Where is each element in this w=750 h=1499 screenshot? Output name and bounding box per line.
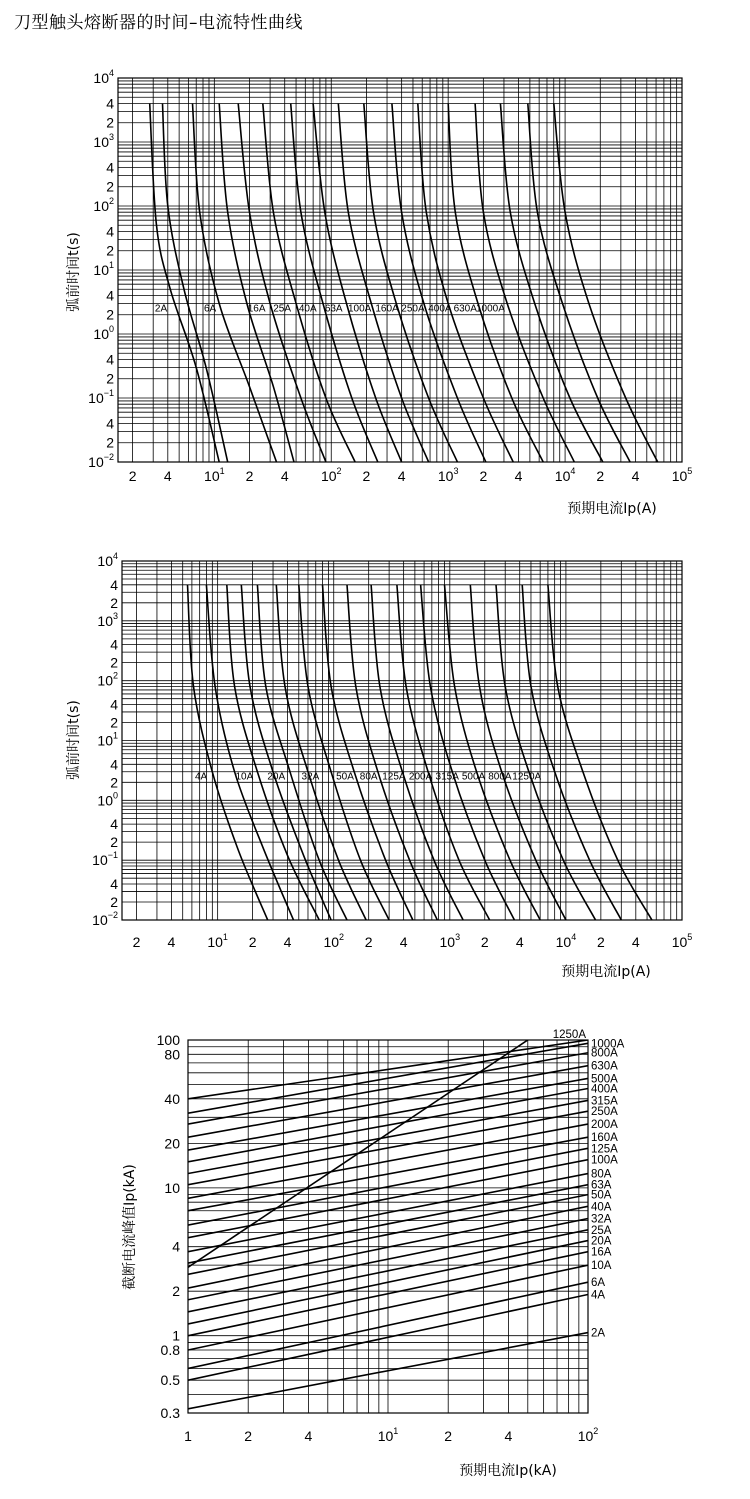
chart-1 xyxy=(66,68,692,517)
curve-label: 500A xyxy=(461,771,486,783)
x-tick-label: 4 xyxy=(397,468,406,484)
y-axis-label: 弧前时间t(s) xyxy=(66,700,82,780)
x-tick-label: 4 xyxy=(280,468,289,484)
curve-label: 10A xyxy=(235,771,254,783)
curve-label: 63A xyxy=(324,303,343,315)
y-tick-label: 10 xyxy=(164,1179,180,1196)
curve-label: 4A xyxy=(591,1289,606,1302)
y-tick-label: $10^4$ xyxy=(93,68,114,86)
page-title: 刀型触头熔断器的时间–电流特性曲线 xyxy=(14,13,303,33)
curve-label: 10A xyxy=(591,1260,612,1273)
curve-label: 16A xyxy=(247,303,266,315)
curve-label: 40A xyxy=(591,1201,612,1214)
curve-label: 200A xyxy=(408,771,433,783)
chart-2 xyxy=(66,551,692,980)
x-axis-label: 预期电流Ip(kA) xyxy=(459,1463,557,1479)
y-tick-label: $10^1$ xyxy=(97,730,118,749)
y-tick-label: $10^0$ xyxy=(93,324,114,342)
y-tick-label: 4 xyxy=(106,287,114,304)
curve-label: 160A xyxy=(375,303,399,315)
x-tick-label: 4 xyxy=(399,934,408,950)
x-tick-label: 2 xyxy=(364,934,373,950)
curve-label: 2A xyxy=(154,303,168,315)
curve-label: 250A xyxy=(591,1106,618,1119)
curve-label: 630A xyxy=(453,303,477,315)
y-tick-label: 4 xyxy=(110,696,118,713)
x-tick-label: $10^4$ xyxy=(554,466,576,484)
y-tick-label: 0.3 xyxy=(160,1405,180,1421)
y-tick-label: 2 xyxy=(110,594,118,611)
curve-label: 315A xyxy=(591,1095,618,1108)
x-tick-label: 2 xyxy=(244,1428,253,1444)
y-tick-label: 4 xyxy=(110,875,118,892)
x-tick-label: $10^2$ xyxy=(320,466,342,484)
y-axis-label: 弧前时间t(s) xyxy=(66,232,82,312)
x-tick-label: 2 xyxy=(362,468,371,484)
y-tick-label: 20 xyxy=(164,1135,180,1152)
y-tick-label: 2 xyxy=(106,114,114,131)
y-tick-label: 2 xyxy=(110,654,118,671)
curve-label: 100A xyxy=(591,1154,618,1167)
curve-label: 800A xyxy=(488,771,512,783)
y-tick-label: 4 xyxy=(106,223,114,240)
y-tick-label: $10^2$ xyxy=(97,670,118,689)
y-tick-label: $10^3$ xyxy=(97,610,118,629)
curve-label: 630A xyxy=(591,1060,618,1073)
x-axis-label: 预期电流Ip(A) xyxy=(561,964,651,980)
y-tick-label: $10^{-1}$ xyxy=(92,850,118,869)
x-tick-label: 1 xyxy=(184,1428,192,1444)
y-axis-label: 截断电流峰值Ip(kA) xyxy=(122,1164,138,1290)
x-tick-label: $10^1$ xyxy=(207,932,228,950)
curve-label: 125A xyxy=(591,1143,618,1156)
curve-label: 50A xyxy=(336,771,354,783)
y-tick-label: 40 xyxy=(164,1090,180,1107)
y-tick-label: 4 xyxy=(110,636,118,653)
y-tick-label: 2 xyxy=(106,178,114,195)
y-tick-label: 4 xyxy=(110,816,118,833)
x-tick-label: $10^1$ xyxy=(204,466,225,484)
x-tick-label: 2 xyxy=(596,468,605,484)
x-tick-label: 2 xyxy=(132,934,141,950)
y-tick-label: 4 xyxy=(110,576,118,593)
curve-label: 20A xyxy=(267,771,286,783)
curve-label: 1000A xyxy=(475,303,505,315)
curve-label: 800A xyxy=(591,1047,618,1060)
curve-label: 400A xyxy=(591,1083,618,1096)
y-tick-label: 4 xyxy=(172,1238,180,1255)
y-tick-label: $10^{-1}$ xyxy=(88,388,114,406)
y-tick-label: $10^0$ xyxy=(97,790,118,809)
curve-label: 6A xyxy=(591,1277,606,1290)
curve-label: 250A xyxy=(401,303,425,315)
x-tick-label: 2 xyxy=(596,934,605,950)
x-tick-label: 4 xyxy=(514,468,523,484)
curve-label: 125A xyxy=(382,771,406,783)
curve-label: 1250A xyxy=(512,771,542,783)
curve-label: 32A xyxy=(301,771,320,783)
x-tick-label: $10^2$ xyxy=(323,932,345,950)
curve-label: 25A xyxy=(591,1224,612,1237)
y-tick-label: $10^2$ xyxy=(93,196,114,214)
y-tick-label: 2 xyxy=(110,774,118,791)
x-tick-label: 2 xyxy=(444,1428,453,1444)
x-tick-label: 2 xyxy=(479,468,488,484)
y-tick-label: 4 xyxy=(106,415,114,432)
y-tick-label: $10^3$ xyxy=(93,132,114,150)
x-tick-label: 2 xyxy=(128,468,137,484)
y-tick-label: 4 xyxy=(106,159,114,176)
y-tick-label: 2 xyxy=(110,714,118,731)
y-tick-label: $10^4$ xyxy=(97,551,118,569)
y-tick-label: 0.8 xyxy=(160,1342,180,1359)
chart-3 xyxy=(121,1029,625,1479)
curve-label: 2A xyxy=(591,1327,606,1340)
y-tick-label: 1 xyxy=(172,1327,180,1344)
curve-label: 63A xyxy=(591,1179,612,1192)
x-tick-label: $10^2$ xyxy=(577,1426,599,1444)
x-tick-label: 4 xyxy=(167,934,176,950)
y-tick-label: 2 xyxy=(172,1283,180,1300)
curve-label: 200A xyxy=(591,1119,618,1132)
curve-label: 6A xyxy=(203,303,217,315)
x-tick-label: $10^3$ xyxy=(439,932,461,950)
x-tick-label: $10^1$ xyxy=(377,1426,399,1444)
y-tick-label: $10^{-2}$ xyxy=(88,452,114,470)
curve-label: 160A xyxy=(591,1132,618,1145)
y-tick-label: 2 xyxy=(110,834,118,851)
curve-label: 4A xyxy=(194,771,208,783)
curve-label: 100A xyxy=(347,303,372,315)
y-tick-label: 2 xyxy=(110,893,118,910)
curve-label: 80A xyxy=(591,1168,612,1181)
x-tick-label: 4 xyxy=(304,1428,313,1444)
curve-label: 80A xyxy=(359,771,378,783)
curve-label: 500A xyxy=(591,1073,618,1086)
y-tick-label: 2 xyxy=(106,242,114,259)
curve-label: 1000A xyxy=(591,1038,625,1051)
curve-label: 25A xyxy=(273,303,292,315)
y-tick-label: 4 xyxy=(106,95,114,112)
y-tick-label: $10^{-2}$ xyxy=(92,910,118,928)
y-tick-label: 2 xyxy=(106,370,114,387)
x-tick-label: 4 xyxy=(631,934,640,950)
y-tick-label: 4 xyxy=(110,756,118,773)
curve-label: 50A xyxy=(591,1189,612,1202)
x-tick-label: 4 xyxy=(631,468,640,484)
y-tick-label: 0.5 xyxy=(160,1372,180,1389)
x-tick-label: 4 xyxy=(504,1428,513,1444)
x-tick-label: 2 xyxy=(480,934,489,950)
y-tick-label: $10^1$ xyxy=(93,260,114,278)
x-tick-label: $10^5$ xyxy=(671,932,693,950)
curve-label: 1250A xyxy=(552,1029,586,1041)
y-tick-label: 2 xyxy=(106,306,114,323)
x-tick-label: $10^5$ xyxy=(671,466,693,484)
y-tick-label: 80 xyxy=(164,1046,180,1063)
x-tick-label: $10^4$ xyxy=(555,932,577,950)
x-tick-label: 4 xyxy=(163,468,172,484)
y-tick-label: 100 xyxy=(156,1032,180,1048)
curve-label: 20A xyxy=(591,1235,612,1248)
curve-label: 400A xyxy=(428,303,452,315)
y-tick-label: 4 xyxy=(106,351,114,368)
curve-label: 32A xyxy=(591,1213,612,1226)
grid xyxy=(122,561,682,920)
x-tick-label: $10^3$ xyxy=(437,466,459,484)
x-tick-label: 2 xyxy=(245,468,254,484)
x-axis-label: 预期电流Ip(A) xyxy=(567,501,657,517)
curve-label: 40A xyxy=(298,303,317,315)
x-tick-label: 2 xyxy=(248,934,257,950)
y-tick-label: 2 xyxy=(106,434,114,451)
x-tick-label: 4 xyxy=(515,934,524,950)
grid xyxy=(118,78,682,462)
curve-label: 16A xyxy=(591,1246,612,1259)
curve-label: 315A xyxy=(435,771,459,783)
x-tick-label: 4 xyxy=(283,934,292,950)
